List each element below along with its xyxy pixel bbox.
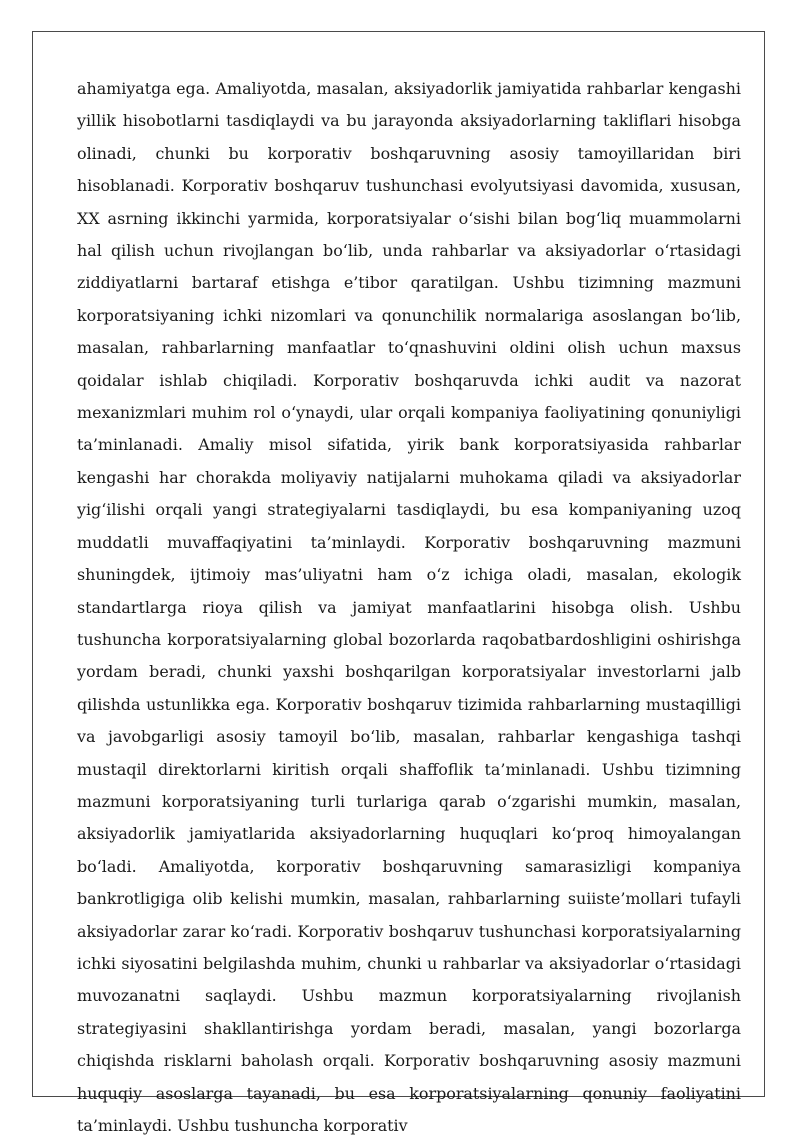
body-paragraph: ahamiyatga ega. Amaliyotda, masalan, aksiyadorlik jamiyatida rahbarlar kengashi yillik hisobotlarni tasdiqlaydi va bu jarayonda aksiyadorlarning takliflari hisobga olinadi, chunki bu korporativ boshqaruvning asosiy tamoyillaridan biri hisoblanadi. Korporativ boshqaruv tushunchasi evolyutsiyasi davomida, xususan, XX asrning ikkinchi yarmida, korporatsiyalar o‘sishi bilan bog‘liq muammolarni hal qilish uchun rivojlangan bo‘lib, unda rahbarlar va aksiyadorlar o‘rtasidagi ziddiyatlarni bartaraf etishga e’tibor qaratilgan. Ushbu tizimning mazmuni korporatsiyaning ichki nizomlari va qonunchilik normalariga asoslangan bo‘lib, masalan, rahbarlarning manfaatlar to‘qnashuvini oldini olish uchun maxsus qoidalar ishlab chiqiladi. Korporativ boshqaruvda ichki audit va nazorat mexanizmlari muhim rol o‘ynaydi, ular orqali kompaniya faoliyatining qonuniyligi ta’minlanadi. Amaliy misol sifatida, yirik bank korporatsiyasida rahbarlar kengashi har chorakda moliyaviy natijalarni muhokama qiladi va aksiyadorlar yig‘ilishi orqali yangi strategiyalarni tasdiqlaydi, bu esa kompaniyaning uzoq muddatli muvaffaqiyatini ta’minlaydi. Korporativ boshqaruvning mazmuni shuningdek, ijtimoiy mas’uliyatni ham o‘z ichiga oladi, masalan, ekologik standartlarga rioya qilish va jamiyat manfaatlarini hisobga olish. Ushbu tushuncha korporatsiyalarning global bozorlarda raqobatbardoshligini oshirishga yordam beradi, chunki yaxshi boshqarilgan korporatsiyalar investorlarni jalb qilishda ustunlikka ega. Korporativ boshqaruv tizimida rahbarlarning mustaqilligi va javobgarligi asosiy tamoyil bo‘lib, masalan, rahbarlar kengashiga tashqi mustaqil direktorlarni kiritish orqali shaffoflik ta’minlanadi. Ushbu tizimning mazmuni korporatsiyaning turli turlariga qarab o‘zgarishi mumkin, masalan, aksiyadorlik jamiyatlarida aksiyadorlarning huquqlari ko‘proq himoyalangan bo‘ladi. Amaliyotda, korporativ boshqaruvning samarasizligi kompaniya bankrotligiga olib kelishi mumkin, masalan, rahbarlarning suiiste’mollari tufayli aksiyadorlar zarar ko‘radi. Korporativ boshqaruv tushunchasi korporatsiyalarning ichki siyosatini belgilashda muhim, chunki u rahbarlar va aksiyadorlar o‘rtasidagi muvozanatni saqlaydi. Ushbu mazmun korporatsiyalarning rivojlanish strategiyasini shakllantirishga yordam beradi, masalan, yangi bozorlarga chiqishda risklarni baholash orqali. Korporativ boshqaruvning asosiy mazmuni huquqiy asoslarga tayanadi, bu esa korporatsiyalarning qonuniy faoliyatini ta’minlaydi. Ushbu tushuncha korporativ — [77, 79, 741, 1135]
